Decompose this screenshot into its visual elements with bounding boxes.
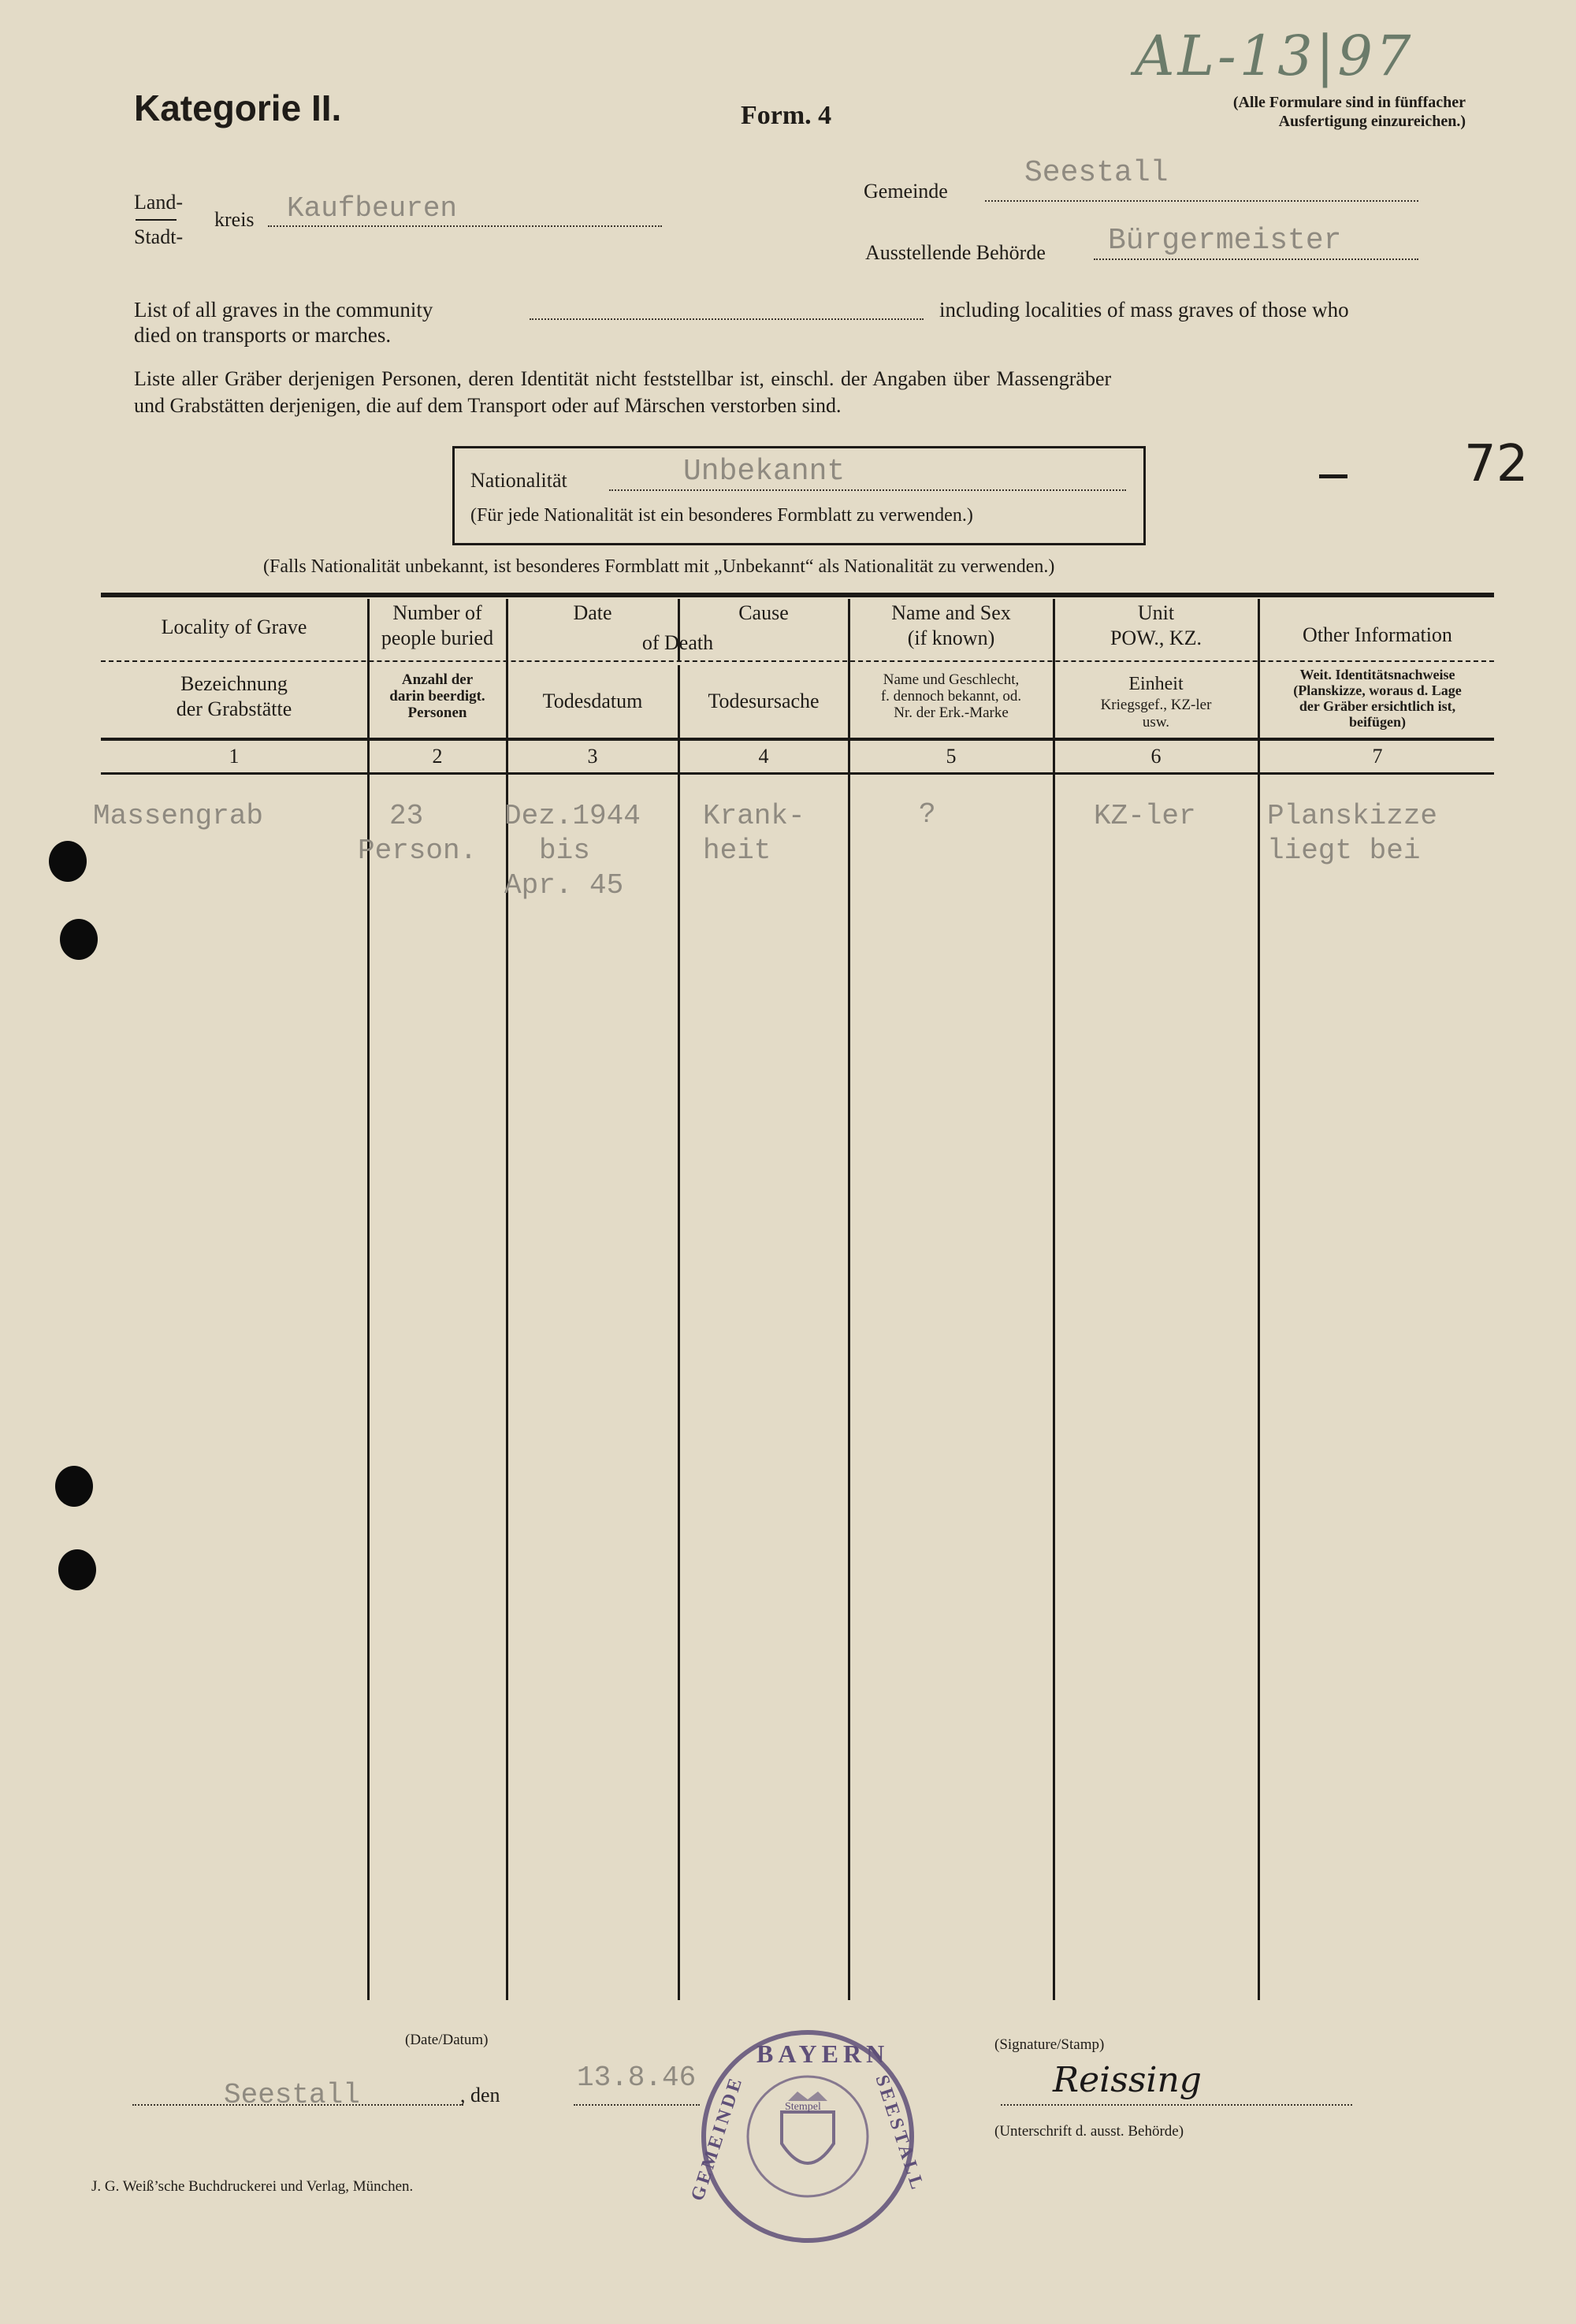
count-cell [358,799,507,868]
col1-header-de [102,671,366,722]
signature-label: (Signature/Stamp) [994,2036,1105,2053]
form-number: Form. 4 [741,101,832,130]
printer-imprint: J. G. Weiß’sche Buchdruckerei und Verlag, München. [91,2178,414,2195]
col2-header-en [370,601,504,651]
col6-header-de-line: Kriegsgef., KZ-ler [1100,697,1212,713]
count-cell-line: 23 [389,800,424,832]
col1-header-de-line: der Grabstätte [176,697,292,720]
col6-header-en-line: Unit [1137,601,1175,624]
locality-cell: Massengrab [93,800,264,832]
col6-header-de-line: usw. [1142,714,1170,731]
col5-header-de-line: Name und Geschlecht, [883,671,1020,688]
col5-header-de-line: f. dennoch bekannt, od. [880,688,1022,705]
dash-mark [1319,474,1347,478]
instruction-note [1072,93,1466,131]
instruction-note-line: (Alle Formulare sind in fünffacher [1232,94,1466,111]
col7-header-de [1261,667,1494,730]
col6-header-de-line: Einheit [1128,674,1184,694]
signature-field-line [1001,2104,1352,2106]
of-death-label: of Death [641,631,714,654]
col4-number: 4 [758,745,769,768]
archive-reference: AL-13|97 [1135,24,1414,88]
official-stamp [687,2025,928,2248]
date-field-line [574,2104,700,2106]
date-label: (Date/Datum) [405,2032,489,2048]
col2-number: 2 [432,745,443,768]
english-intro-line-2: died on transports or marches. [134,323,392,347]
col5-number: 5 [946,745,957,768]
col6-header-en-line: POW., KZ. [1110,627,1202,649]
nationality-box [452,446,1146,545]
behoerde-label: Ausstellende Behörde [865,241,1046,264]
date-cell-line: Dez.1944 [504,800,641,832]
gemeinde-value: Seestall [1024,156,1169,190]
col1-header-de-line: Bezeichnung [180,672,288,695]
punch-hole [49,841,87,882]
land-label: Land- [134,191,184,214]
header-lower-border [101,738,1494,741]
signature-caption: (Unterschrift d. ausst. Behörde) [994,2123,1184,2140]
col5-header-en-line: (if known) [907,627,995,649]
kreis-field-line [268,225,662,227]
behoerde-field-line [1094,258,1418,260]
stamp-text-center: Stempel [785,2101,821,2113]
cause-cell [703,799,805,868]
col7-header-en: Other Information [1303,623,1452,646]
unknown-nationality-note: (Falls Nationalität unbekannt, ist besonderes Formblatt mit „Unbekannt“ als Nationalität zu verwenden.) [263,556,1055,577]
col6-header-en [1056,601,1256,651]
column-divider [848,599,850,2000]
sheet-number: 72 [1464,435,1529,493]
nationality-value: Unbekannt [683,455,846,489]
col2-header-de [370,671,504,721]
cause-cell-line: heit [703,835,771,867]
behoerde-value: Bürgermeister [1108,224,1342,258]
col7-number: 7 [1372,745,1383,768]
col5-header-en [851,601,1051,651]
stamp-text-right: SEESTALL [871,2072,928,2195]
date-cell-line: bis [539,835,590,867]
cause-cell-line: Krank- [703,800,805,832]
other-info-cell [1267,799,1437,868]
date-cell-line: Apr. 45 [504,869,624,902]
date-cell [504,799,678,903]
column-divider [1053,599,1055,2000]
col3-header-de: Todesdatum [542,690,643,712]
kreis-label: kreis [214,208,255,231]
col7-header-de-line: Weit. Identitätsnachweise [1299,667,1455,682]
column-divider [678,665,680,2000]
place-value: Seestall [224,2079,360,2111]
german-intro-line-1: Liste aller Gräber derjenigen Personen, deren Identität nicht feststellbar ist, einschl. der Angaben über Massengräber [134,367,1112,390]
english-intro-line-1b: including localities of mass graves of those who [939,298,1349,322]
col7-header-de-line: (Planskizze, woraus d. Lage [1293,682,1462,698]
col4-header-en: Cause [738,601,789,624]
punch-hole [58,1549,96,1590]
col5-header-en-line: Name and Sex [891,601,1011,624]
english-intro-line-1a: List of all graves in the community [134,298,433,322]
col7-header-de-line: der Gräber ersichtlich ist, [1299,698,1456,714]
col2-header-de-line: Personen [407,705,467,721]
header-divider [101,660,1494,662]
den-label: , den [460,2084,500,2106]
name-cell: ? [919,798,936,831]
col6-number: 6 [1150,745,1162,768]
col5-header-de [851,671,1051,721]
col5-header-de-line: Nr. der Erk.-Marke [894,705,1009,721]
col3-number: 3 [587,745,598,768]
category-title: Kategorie II. [134,87,342,128]
nationality-label: Nationalität [470,469,567,492]
other-info-cell-line: Planskizze [1267,800,1438,832]
gemeinde-field-line [985,200,1418,202]
count-cell-line: Person. [358,835,478,867]
other-info-cell-line: liegt bei [1267,835,1421,867]
stamp-text-left: GEMEINDE [687,2073,748,2203]
col1-header-en: Locality of Grave [161,615,307,638]
date-value: 13.8.46 [577,2062,697,2094]
punch-hole [55,1466,93,1507]
punch-hole [60,919,98,960]
col4-header-de: Todesursache [708,690,820,712]
col6-header-de [1056,671,1256,731]
kreis-value: Kaufbeuren [287,192,458,225]
german-intro-line-2: und Grabstätten derjenigen, die auf dem Transport oder auf Märschen verstorben sind. [134,394,842,417]
instruction-note-line: Ausfertigung einzureichen.) [1278,113,1466,130]
gemeinde-label: Gemeinde [864,180,948,203]
col2-header-en-line: people buried [381,627,494,649]
signature-value: Reissing [1053,2060,1202,2100]
table-top-border [101,593,1494,597]
col1-number: 1 [229,745,240,768]
col2-header-de-line: darin beerdigt. [389,688,485,705]
column-divider [1258,599,1260,2000]
nationality-note: (Für jede Nationalität ist ein besonderes Formblatt zu verwenden.) [470,505,973,526]
unit-cell: KZ-ler [1094,800,1196,832]
land-stadt-divider [136,219,177,221]
stamp-text-top: BAYERN [756,2040,890,2068]
community-field-line [530,318,924,320]
stadt-label: Stadt- [134,225,184,248]
col7-header-de-line: beifügen) [1349,714,1406,730]
col3-header-en: Date [573,601,612,624]
col2-header-de-line: Anzahl der [401,671,474,688]
number-row-border [101,772,1494,775]
nationality-field-line [609,489,1126,491]
col2-header-en-line: Number of [392,601,482,624]
